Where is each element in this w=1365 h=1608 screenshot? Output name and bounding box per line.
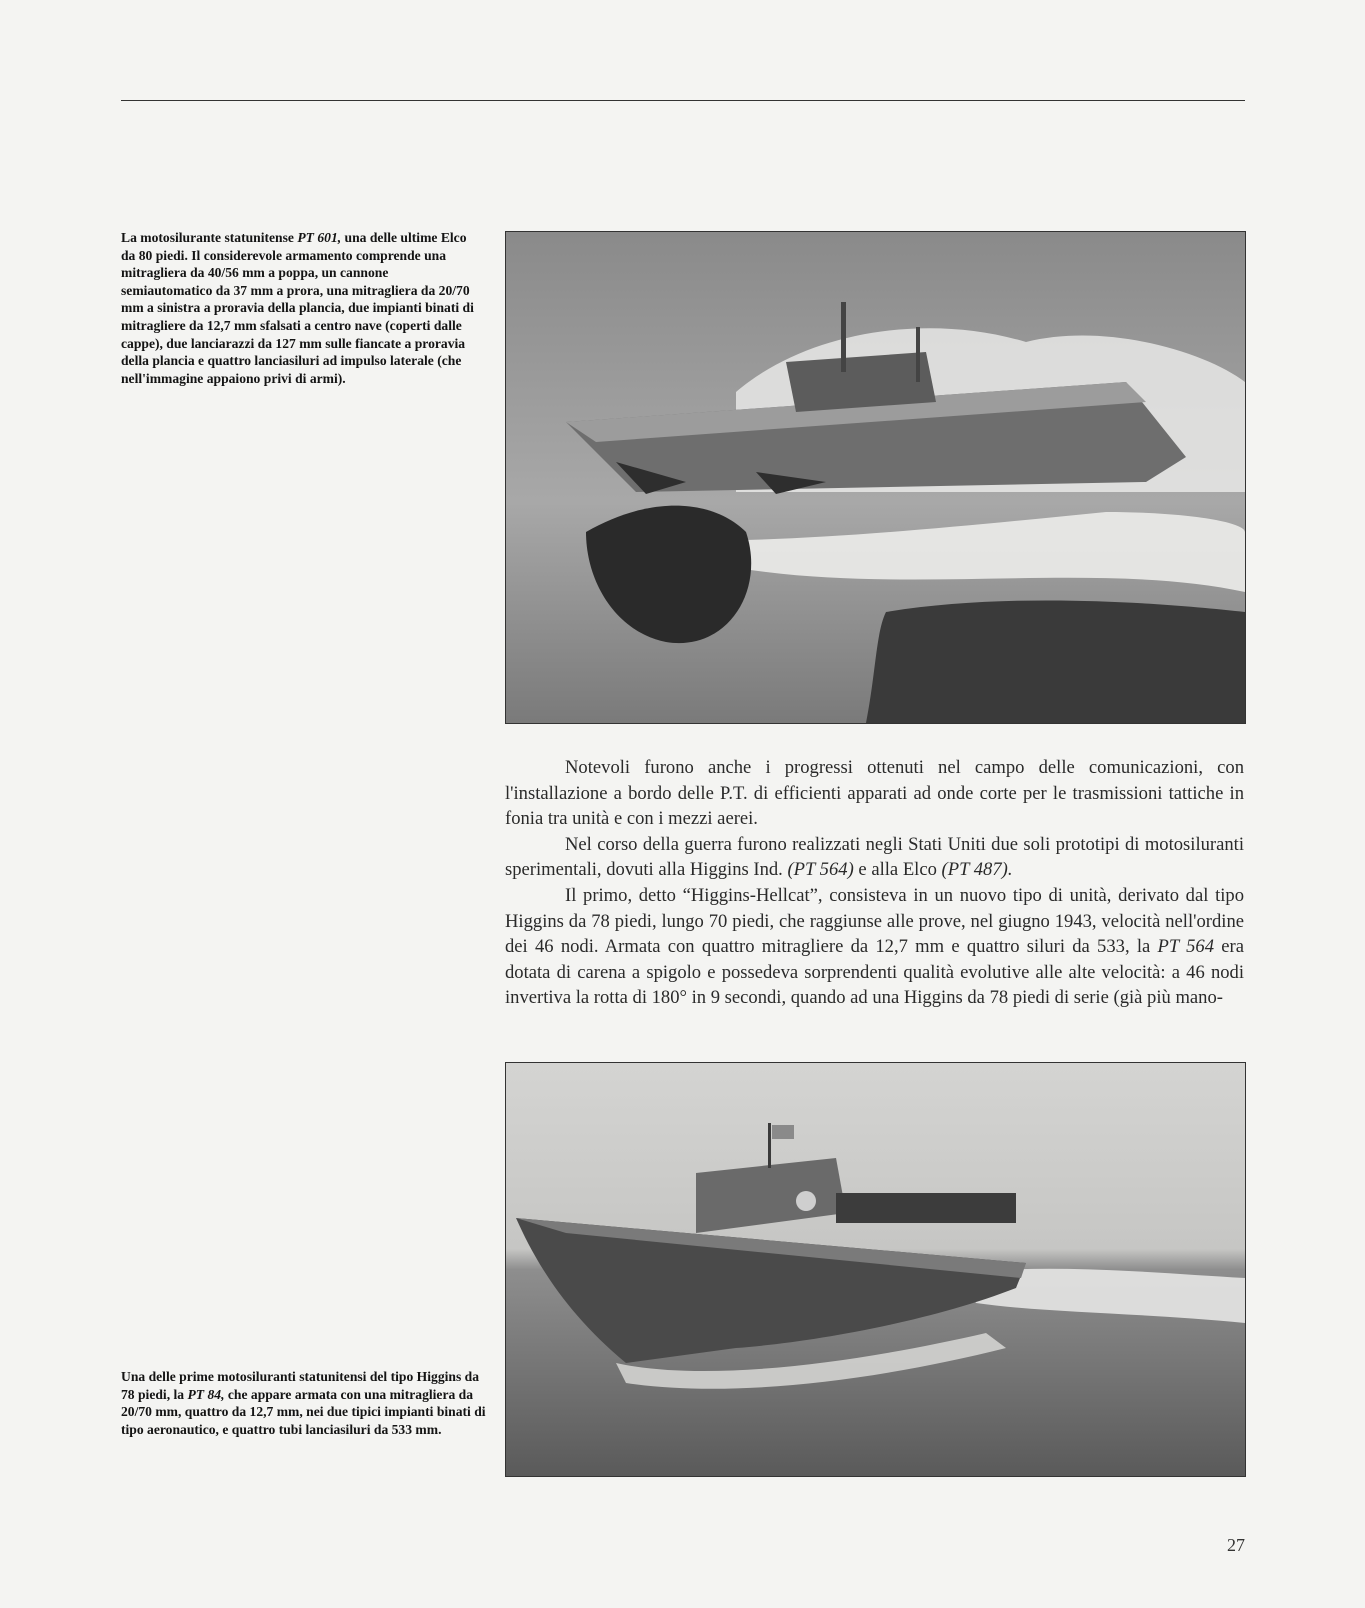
- paragraph-2: Nel corso della guerra furono realizzati negli Stati Uniti due soli prototipi di motosiluranti sperimentali, dovuti alla Higgins Ind. (PT 564) e alla Elco (PT 487).: [505, 833, 1244, 881]
- body-text: [505, 755, 1244, 1011]
- caption-top: La motosilurante statunitense PT 601, una delle ultime Elco da 80 piedi. Il considerevole armamento comprende una mitragliera da 40/56 mm a poppa, un cannone semiautomatico da 37 mm a prora, una mitragliera da 20/70 mm a sinistra a proravia della plancia, due impianti binati di mitragliere da 12,7 mm sfalsati a centro nave (coperti dalle cappe), due lanciarazzi da 127 mm sulle fiancate a proravia della plancia e quattro lanciasiluri ad impulso laterale (che nell'immagine appaiono privi di armi).: [121, 230, 474, 386]
- caption-bottom: Una delle prime motosiluranti statunitensi del tipo Higgins da 78 piedi, la PT 84, che appare armata con una mitragliera da 20/70 mm, quattro da 12,7 mm, nei due tipici impianti binati di tipo aeronautico, e quattro tubi lanciasiluri da 533 mm.: [121, 1369, 486, 1437]
- photo-pt-84: [505, 1062, 1246, 1477]
- paragraph-3: Il primo, detto “Higgins-Hellcat”, consisteva in un nuovo tipo di unità, derivato dal tipo Higgins da 78 piedi, lungo 70 piedi, che raggiunse alle prove, nel giugno 1943, velocità nell'ordine dei 46 nodi. Armata con quattro mitragliere da 12,7 mm e quattro siluri da 533, la PT 564 era dotata di carena a spigolo e possedeva sorprendenti qualità evolutive alle alte velocità: a 46 nodi invertiva la rotta di 180° in 9 secondi, quando ad una Higgins da 78 piedi di serie (già più mano-: [505, 884, 1244, 1009]
- paragraph-1: Notevoli furono anche i progressi ottenuti nel campo delle comunicazioni, con l'installazione a bordo delle P.T. di efficienti apparati ad onde corte per le trasmissioni tattiche in fonia tra unità e con i mezzi aerei.: [505, 757, 1244, 830]
- page-number: 27: [1227, 1535, 1245, 1555]
- header-rule: [121, 100, 1245, 101]
- photo-pt-601: [505, 231, 1246, 724]
